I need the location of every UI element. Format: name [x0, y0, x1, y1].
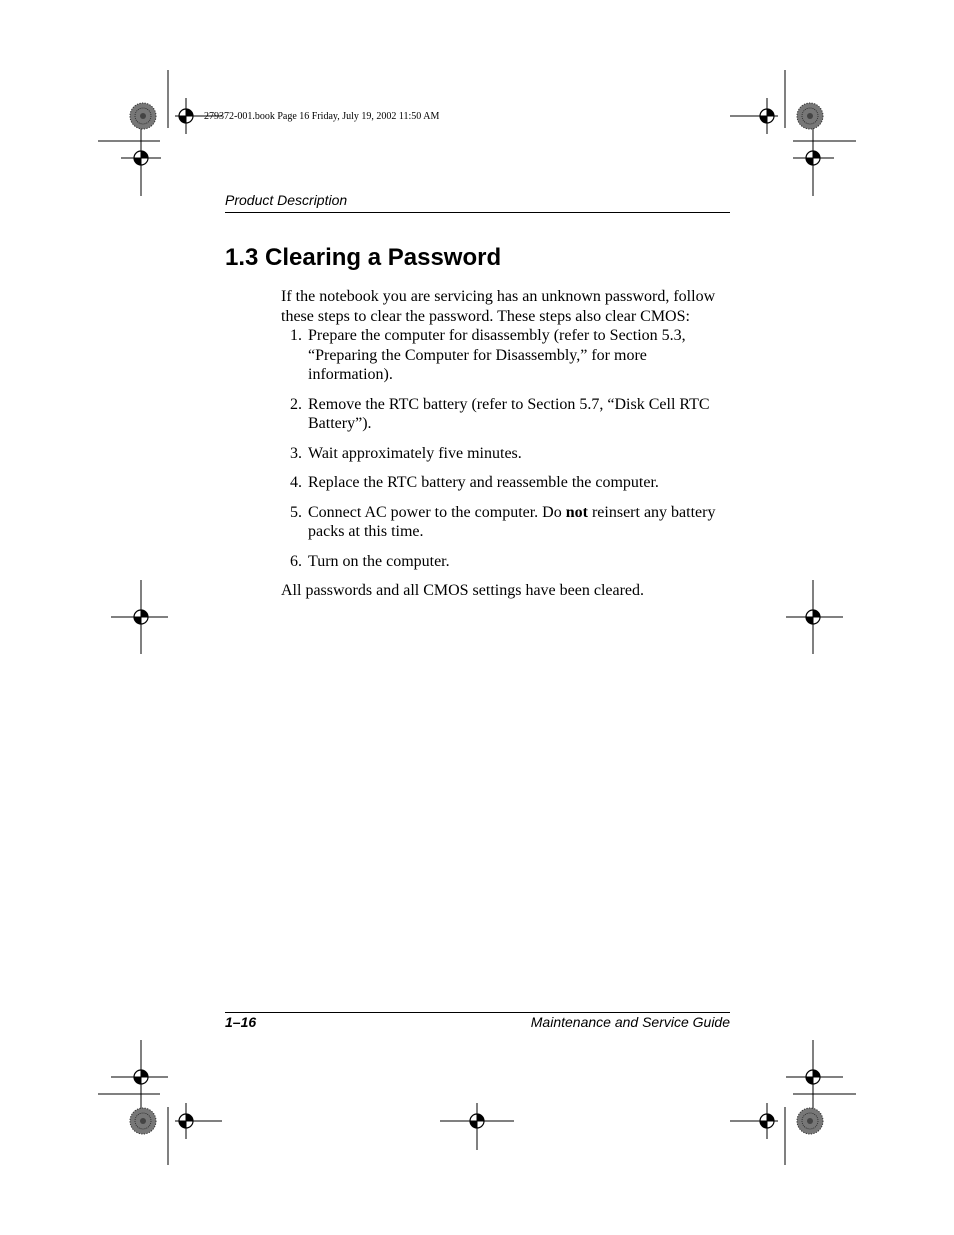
intro-paragraph: If the notebook you are servicing has an unknown password, follow these steps to clear the password. These steps also clear CMOS: — [281, 288, 716, 325]
print-slug: 279372-001.book Page 16 Friday, July 19, 2002 11:50 AM — [204, 111, 440, 122]
closing-paragraph: All passwords and all CMOS settings have been cleared. — [281, 582, 645, 599]
registration-mark-icon — [806, 1070, 820, 1084]
step-text: Wait approximately five minutes. — [308, 444, 522, 462]
list-item — [281, 395, 721, 434]
crop-marks-top — [98, 70, 856, 196]
step-number: 5. — [290, 503, 302, 521]
section-heading: 1.3 Clearing a Password — [225, 244, 502, 271]
registration-mark-icon — [806, 151, 820, 165]
star-target-icon — [130, 1108, 156, 1134]
list-item — [281, 503, 721, 542]
step-text: Remove the RTC battery (refer to Section 5.7, “Disk Cell RTC Battery”). — [308, 395, 710, 432]
registration-mark-icon — [179, 109, 193, 123]
registration-mark-icon — [470, 1114, 484, 1128]
registration-mark-icon — [760, 109, 774, 123]
step-emphasis: not — [565, 503, 588, 521]
running-head: Product Description — [225, 192, 348, 208]
step-number: 4. — [290, 474, 302, 491]
registration-mark-icon — [134, 1070, 148, 1084]
header-rule — [225, 212, 730, 213]
list-item — [281, 444, 721, 464]
registration-mark-icon — [134, 151, 148, 165]
crop-marks-bottom — [98, 1040, 856, 1165]
registration-mark-icon — [806, 610, 820, 624]
footer-title: Maintenance and Service Guide — [530, 1014, 730, 1030]
step-text: Turn on the computer. — [308, 552, 450, 570]
registration-mark-icon — [179, 1114, 193, 1128]
list-item — [281, 473, 721, 493]
steps-list — [281, 326, 721, 571]
step-text-after: reinsert any battery packs at this time. — [308, 503, 716, 540]
step-number: 3. — [290, 444, 302, 462]
list-item — [281, 552, 721, 572]
step-text: Prepare the computer for disassembly (refer to Section 5.3, “Preparing the Computer for Disassembly,” for more information). — [308, 327, 686, 383]
star-target-icon — [797, 103, 823, 129]
step-text: Replace the RTC battery and reassemble the computer. — [308, 474, 659, 491]
step-text — [308, 504, 715, 541]
step-number: 2. — [290, 395, 302, 413]
registration-mark-icon — [760, 1114, 774, 1128]
registration-mark-icon — [134, 610, 148, 624]
star-target-icon — [797, 1108, 823, 1134]
step-number: 6. — [290, 552, 302, 570]
star-target-icon — [130, 103, 156, 129]
body-text — [281, 287, 721, 601]
page-number: 1–16 — [225, 1014, 257, 1030]
list-item — [281, 326, 721, 385]
footer-rule — [225, 1012, 730, 1013]
step-number: 1. — [290, 327, 302, 344]
step-text-before: Connect AC power to the computer. Do — [308, 503, 566, 521]
